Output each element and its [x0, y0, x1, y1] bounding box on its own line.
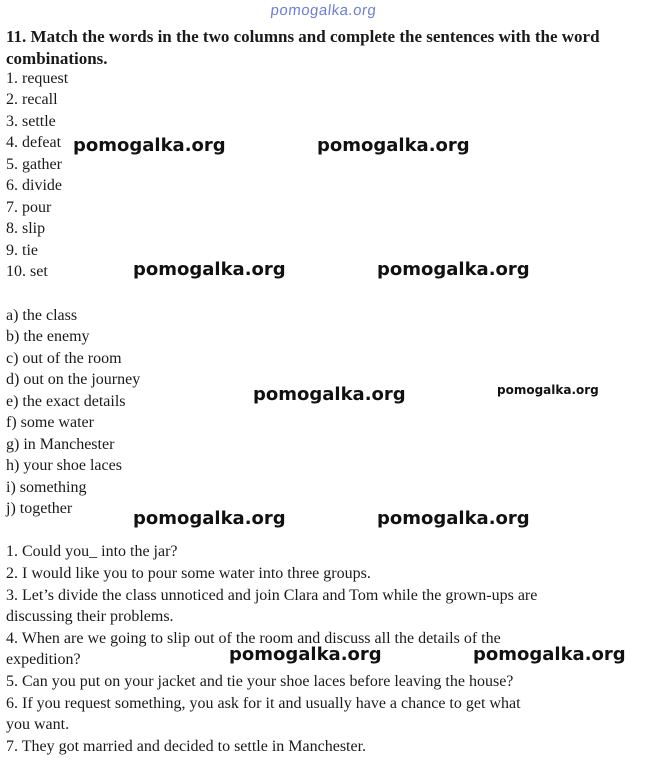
phrase-item: c) out of the room: [6, 350, 122, 367]
sentence-line: you want.: [6, 716, 70, 733]
phrase-item: i) something: [6, 479, 87, 496]
watermark-text: pomogalka.org: [473, 644, 626, 665]
word-item: 1. request: [6, 70, 69, 87]
phrase-item: b) the enemy: [6, 328, 90, 345]
word-item: 9. tie: [6, 242, 38, 259]
phrase-item: d) out on the journey: [6, 371, 141, 388]
phrase-item: h) your shoe laces: [6, 457, 122, 474]
sentence-line: 2. I would like you to pour some water into three groups.: [6, 565, 371, 582]
word-item: 4. defeat: [6, 134, 62, 151]
watermark-text: pomogalka.org: [73, 135, 226, 156]
word-item: 5. gather: [6, 156, 62, 173]
watermark-text: pomogalka.org: [377, 259, 530, 280]
sentence-line: 3. Let’s divide the class unnoticed and join Clara and Tom while the grown-ups are: [6, 587, 538, 604]
sentence-line: 7. They got married and decided to settle in Manchester.: [6, 738, 367, 755]
sentence-line: 6. If you request something, you ask for it and usually have a chance to get what: [6, 695, 521, 712]
word-item: 3. settle: [6, 113, 56, 130]
word-item: 2. recall: [6, 91, 58, 108]
word-item: 6. divide: [6, 177, 62, 194]
sentence-line: 5. Can you put on your jacket and tie your shoe laces before leaving the house?: [6, 673, 514, 690]
top-watermark[interactable]: pomogalka.org: [269, 2, 378, 19]
watermark-text: pomogalka.org: [229, 644, 382, 665]
phrase-item: a) the class: [6, 307, 78, 324]
watermark-text: pomogalka.org: [133, 259, 286, 280]
watermark-text: pomogalka.org: [253, 384, 406, 405]
watermark-text: pomogalka.org: [497, 383, 599, 397]
phrase-item: e) the exact details: [6, 393, 126, 410]
sentence-line: expedition?: [6, 651, 81, 668]
watermark-text: pomogalka.org: [133, 508, 286, 529]
phrase-item: j) together: [6, 500, 73, 517]
word-item: 7. pour: [6, 199, 52, 216]
word-item: 10. set: [6, 263, 48, 280]
word-item: 8. slip: [6, 220, 46, 237]
phrase-item: f) some water: [6, 414, 94, 431]
phrase-item: g) in Manchester: [6, 436, 115, 453]
watermark-text: pomogalka.org: [377, 508, 530, 529]
sentence-line: 1. Could you_ into the jar?: [6, 543, 178, 560]
sentence-line: discussing their problems.: [6, 608, 174, 625]
exercise-heading: 11. Match the words in the two columns and complete the sentences with the word combinations.: [6, 27, 600, 68]
sentence-line: 4. When are we going to slip out of the room and discuss all the details of the: [6, 630, 501, 647]
watermark-text: pomogalka.org: [317, 135, 470, 156]
